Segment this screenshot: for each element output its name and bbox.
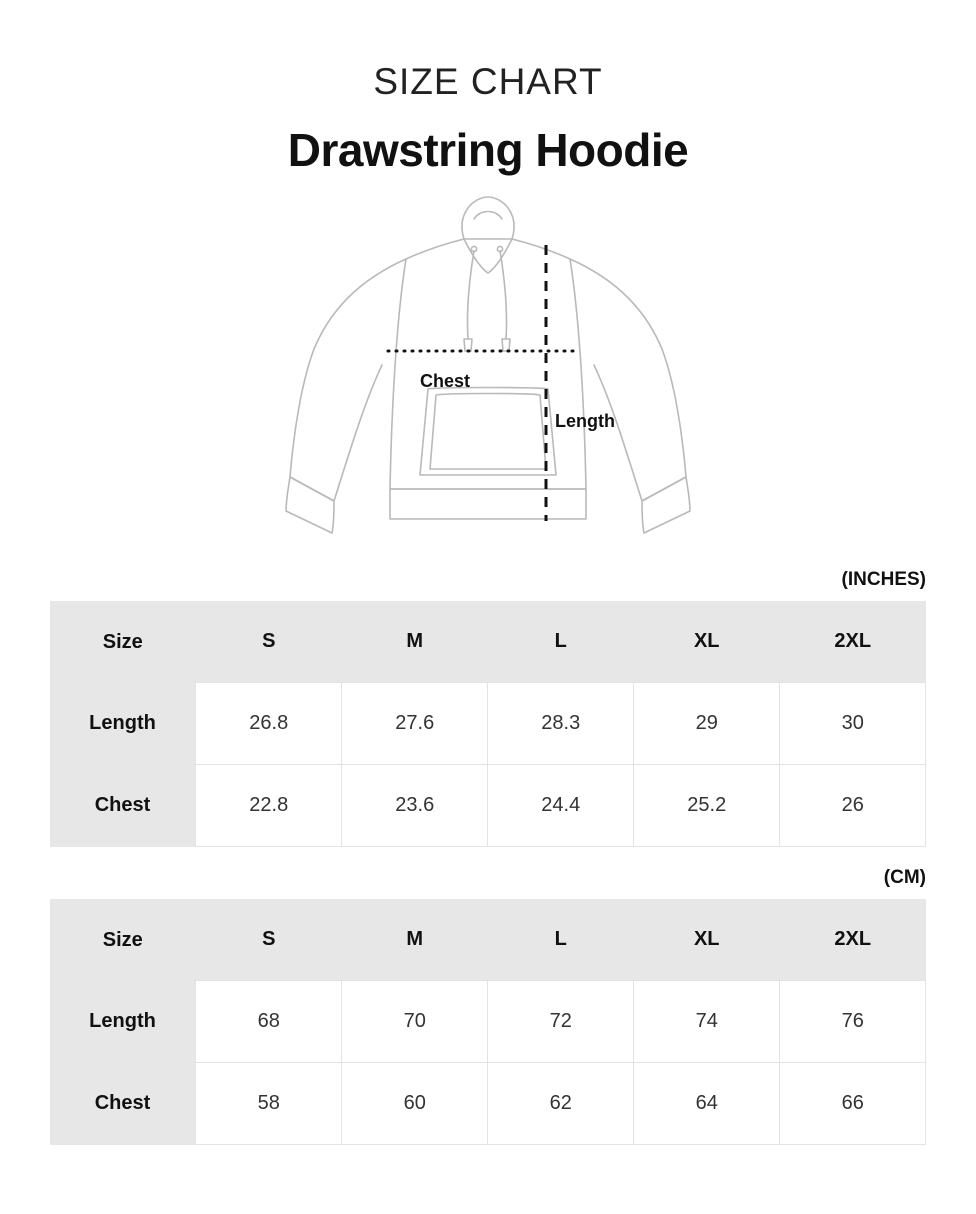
column-header-m: M [342,601,488,683]
cell-chest-s: 58 [196,1063,342,1145]
cell-chest-2xl: 26 [780,765,926,847]
page-title: Drawstring Hoodie [287,123,689,176]
length-measure-label: Length [555,411,615,432]
cell-length-s: 26.8 [196,683,342,765]
units-caption-inches: (INCHES) [841,569,926,591]
cell-length-2xl: 30 [780,683,926,765]
hoodie-illustration [278,189,698,557]
cell-chest-s: 22.8 [196,765,342,847]
column-header-l: L [488,601,634,683]
table-row [50,765,926,847]
chest-measure-label: Chest [420,371,471,392]
cell-chest-l: 62 [488,1063,634,1145]
table-row [50,1063,926,1145]
page-kicker: SIZE CHART [373,61,603,102]
cell-length-l: 72 [488,981,634,1063]
cell-length-m: 70 [342,981,488,1063]
cell-chest-m: 23.6 [342,765,488,847]
hoodie-icon [278,189,698,557]
column-header-xl: XL [634,601,780,683]
column-header-s: S [196,899,342,981]
cell-length-l: 28.3 [488,683,634,765]
column-header-s: S [196,601,342,683]
size-table-inches [50,601,927,847]
column-header-size: Size [50,899,196,981]
cell-length-2xl: 76 [780,981,926,1063]
cell-chest-2xl: 66 [780,1063,926,1145]
table-row [50,981,926,1063]
cell-length-s: 68 [196,981,342,1063]
column-header-l: L [488,899,634,981]
row-header-chest: Chest [50,765,196,847]
table-row [50,683,926,765]
table-header-row [50,899,926,981]
cell-length-m: 27.6 [342,683,488,765]
row-header-chest: Chest [50,1063,196,1145]
cell-chest-xl: 64 [634,1063,780,1145]
row-header-length: Length [50,683,196,765]
cell-chest-m: 60 [342,1063,488,1145]
column-header-2xl: 2XL [780,899,926,981]
column-header-size: Size [50,601,196,683]
units-caption-cm: (CM) [883,867,926,889]
column-header-m: M [342,899,488,981]
cell-chest-l: 24.4 [488,765,634,847]
column-header-xl: XL [634,899,780,981]
title-block [0,0,976,175]
column-header-2xl: 2XL [780,601,926,683]
cell-length-xl: 29 [634,683,780,765]
cell-length-xl: 74 [634,981,780,1063]
cell-chest-xl: 25.2 [634,765,780,847]
size-table-cm [50,899,927,1145]
row-header-length: Length [50,981,196,1063]
table-header-row [50,601,926,683]
